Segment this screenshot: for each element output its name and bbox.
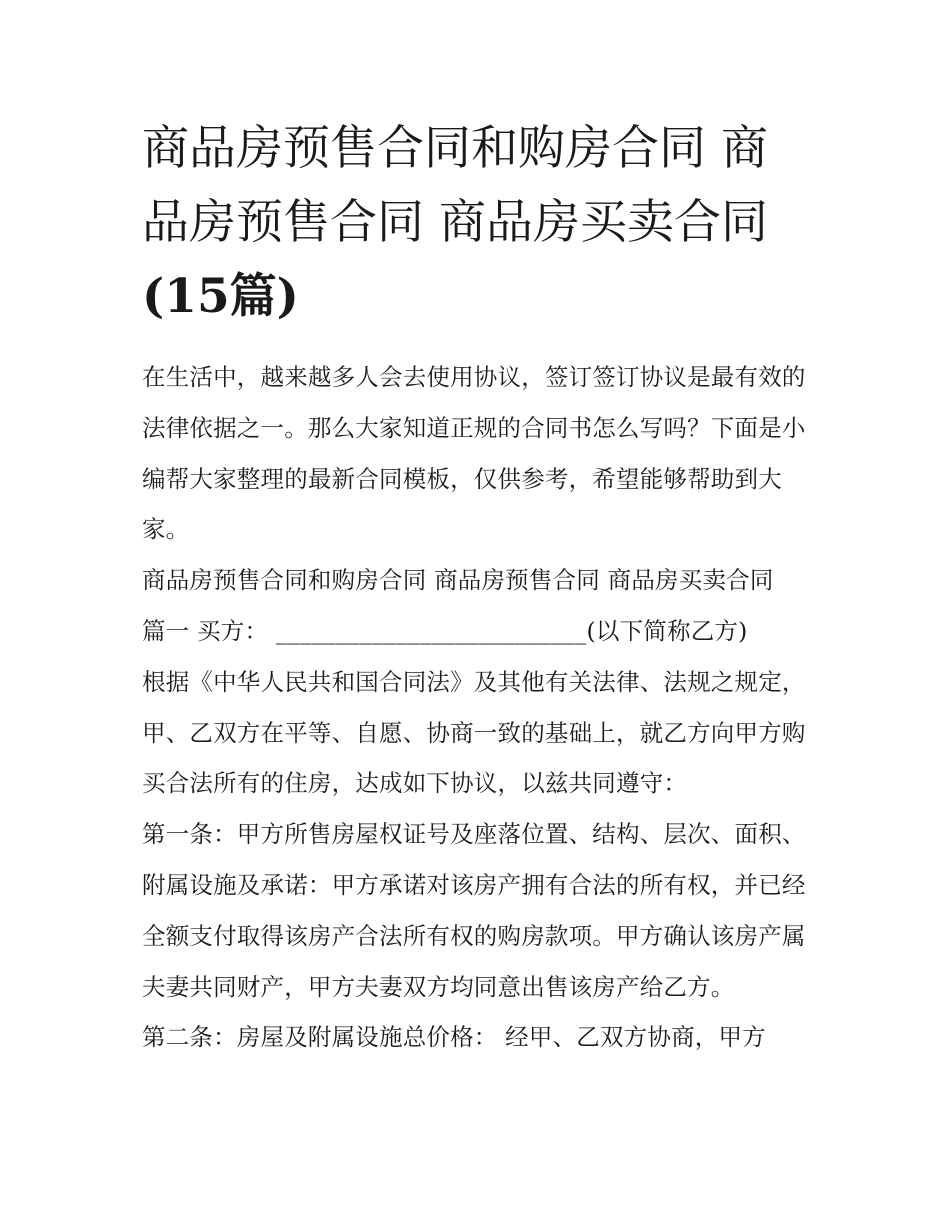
title-main: 商品房预售合同和购房合同 商品房预售合同 商品房买卖合同 bbox=[142, 121, 768, 250]
document-body bbox=[142, 112, 814, 1063]
subtitle-paragraph: 商品房预售合同和购房合同 商品房预售合同 商品房买卖合同 bbox=[142, 566, 774, 595]
title-count: (15篇) bbox=[142, 269, 299, 324]
document-title bbox=[142, 112, 814, 334]
article-1-paragraph: 第一条：甲方所售房屋权证号及座落位置、结构、层次、面积、附属设施及承诺：甲方承诺对该房产拥有合法的所有权，并已经全额支付取得该房产合法所有权的购房款项。甲方确认该房产属夫妻共同财产，甲方夫妻双方均同意出售该房产给乙方。 bbox=[142, 820, 806, 1001]
basis-paragraph: 根据《中华人民共和国合同法》及其他有关法律、法规之规定，甲、乙双方在平等、自愿、协商一致的基础上，就乙方向甲方购买合法所有的住房，达成如下协议，以兹共同遵守： bbox=[142, 667, 806, 798]
intro-paragraph: 在生活中，越来越多人会去使用协议，签订签订协议是最有效的法律依据之一。那么大家知道正规的合同书怎么写吗？下面是小编帮大家整理的最新合同模板，仅供参考，希望能够帮助到大家。 bbox=[142, 363, 806, 544]
article-2-paragraph: 第二条：房屋及附属设施总价格： 经甲、乙双方协商，甲方 bbox=[142, 1023, 766, 1052]
buyer-line: 篇一 买方： __________________________(以下简称乙方) bbox=[142, 616, 748, 645]
